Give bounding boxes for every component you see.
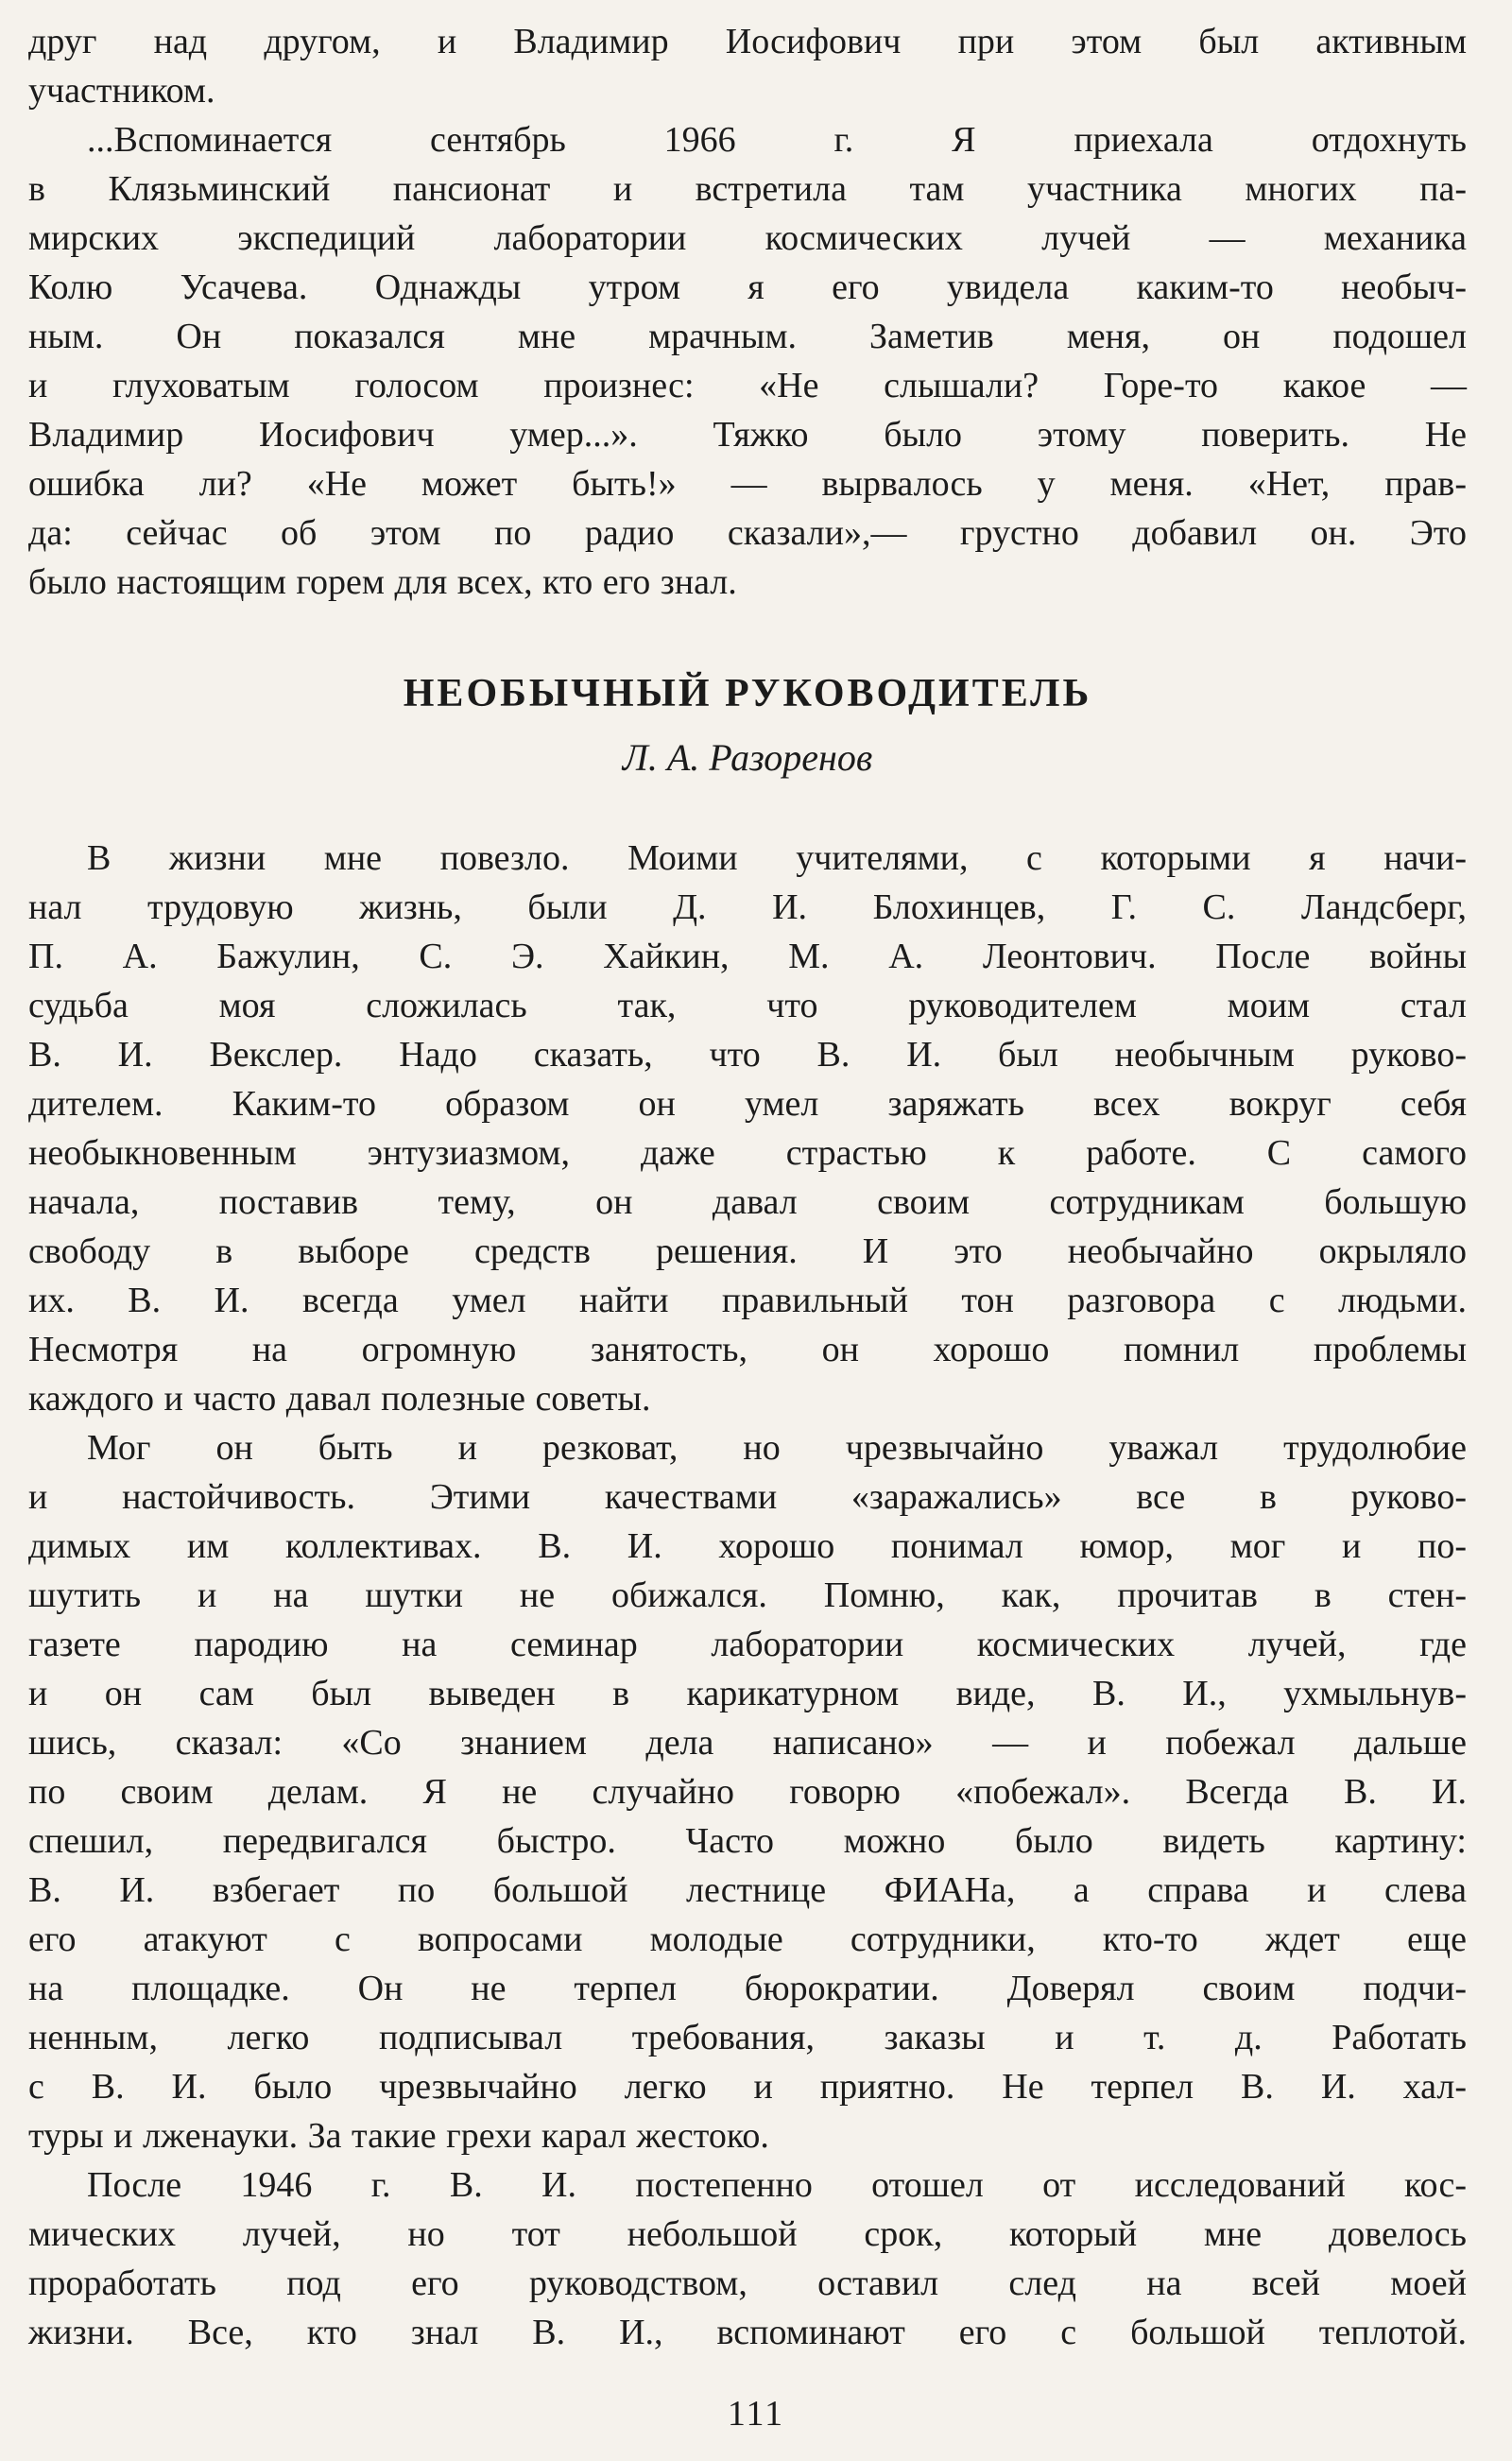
section-author: Л. А. Разоренов [622, 736, 873, 779]
text-line: и глуховатым голосом произнес: «Не слышали? Горе-то какое — [28, 366, 1467, 405]
text-line: ным. Он показался мне мрачным. Заметив меня, он подошел [28, 317, 1467, 356]
text-line: проработать под его руководством, оставил след на всей моей [28, 2263, 1467, 2303]
text-line: по своим делам. Я не случайно говорю «побежал». Всегда В. И. [28, 1772, 1467, 1812]
text-line: нал трудовую жизнь, были Д. И. Блохинцев, Г. С. Ландсберг, [28, 887, 1467, 927]
text-line: ненным, легко подписывал требования, заказы и т. д. Работать [28, 2018, 1467, 2057]
text-column [28, 17, 1467, 2357]
text-line: В. И. Векслер. Надо сказать, что В. И. был необычным руково- [28, 1035, 1467, 1075]
text-line: жизни. Все, кто знал В. И., вспоминают его с большой теплотой. [28, 2313, 1467, 2352]
text-line: его атакуют с вопросами молодые сотрудники, кто-то ждет еще [28, 1919, 1467, 1959]
text-line: и настойчивость. Этими качествами «заражались» все в руково- [28, 1477, 1467, 1517]
text-line: В жизни мне повезло. Моими учителями, с которыми я начи- [87, 838, 1467, 878]
text-line: было настоящим горем для всех, кто его знал. [28, 562, 737, 602]
text-line: мических лучей, но тот небольшой срок, который мне довелось [28, 2214, 1467, 2254]
text-line: Несмотря на огромную занятость, он хорошо помнил проблемы [28, 1330, 1467, 1369]
text-line: После 1946 г. В. И. постепенно отошел от исследований кос- [87, 2165, 1467, 2205]
paragraph [28, 17, 1467, 115]
text-line: спешил, передвигался быстро. Часто можно было видеть картину: [28, 1821, 1467, 1861]
text-line: друг над другом, и Владимир Иосифович при этом был активным [28, 22, 1467, 61]
page-number: 111 [727, 2394, 785, 2434]
text-line: Колю Усачева. Однажды утром я его увидела каким-то необыч- [28, 267, 1467, 307]
text-line: Владимир Иосифович умер...». Тяжко было этому поверить. Не [28, 415, 1467, 455]
text-line: димых им коллективах. В. И. хорошо понимал юмор, мог и по- [28, 1526, 1467, 1566]
text-line: шись, сказал: «Со знанием дела написано» — и побежал дальше [28, 1723, 1467, 1763]
paragraph [28, 2160, 1467, 2357]
text-line: шутить и на шутки не обижался. Помню, как, прочитав в стен- [28, 1575, 1467, 1615]
text-line: ошибка ли? «Не может быть!» — вырвалось у меня. «Нет, прав- [28, 464, 1467, 504]
text-line: свободу в выборе средств решения. И это необычайно окрыляло [28, 1231, 1467, 1271]
text-line: на площадке. Он не терпел бюрократии. Доверял своим подчи- [28, 1969, 1467, 2008]
text-line: туры и лженауки. За такие грехи карал жестоко. [28, 2116, 769, 2156]
text-line: участником. [28, 71, 215, 111]
text-line: мирских экспедиций лаборатории космических лучей — механика [28, 218, 1467, 258]
text-line: В. И. взбегает по большой лестнице ФИАНа, а справа и слева [28, 1870, 1467, 1910]
text-line: П. А. Бажулин, С. Э. Хайкин, М. А. Леонтович. После войны [28, 937, 1467, 976]
text-line: необыкновенным энтузиазмом, даже страстью к работе. С самого [28, 1133, 1467, 1173]
text-line: судьба моя сложилась так, что руководителем моим стал [28, 986, 1467, 1025]
text-line: да: сейчас об этом по радио сказали»,— грустно добавил он. Это [28, 513, 1467, 553]
paragraph [28, 1423, 1467, 2160]
text-line: с В. И. было чрезвычайно легко и приятно. Не терпел В. И. хал- [28, 2067, 1467, 2107]
text-line: ...Вспоминается сентябрь 1966 г. Я приехала отдохнуть [87, 120, 1467, 160]
text-line: начала, поставив тему, он давал своим сотрудникам большую [28, 1182, 1467, 1222]
text-line: их. В. И. всегда умел найти правильный тон разговора с людьми. [28, 1281, 1467, 1320]
text-line: газете пародию на семинар лаборатории космических лучей, где [28, 1625, 1467, 1664]
text-line: и он сам был выведен в карикатурном виде, В. И., ухмыльнув- [28, 1674, 1467, 1713]
text-line: в Клязьминский пансионат и встретила там участника многих па- [28, 169, 1467, 209]
text-line: Мог он быть и резковат, но чрезвычайно уважал трудолюбие [87, 1428, 1467, 1468]
text-line: каждого и часто давал полезные советы. [28, 1379, 651, 1419]
paragraph [28, 115, 1467, 607]
section-heading: НЕОБЫЧНЫЙ РУКОВОДИТЕЛЬ [403, 672, 1092, 715]
text-line: дителем. Каким-то образом он умел заряжать всех вокруг себя [28, 1084, 1467, 1124]
paragraph [28, 834, 1467, 1423]
